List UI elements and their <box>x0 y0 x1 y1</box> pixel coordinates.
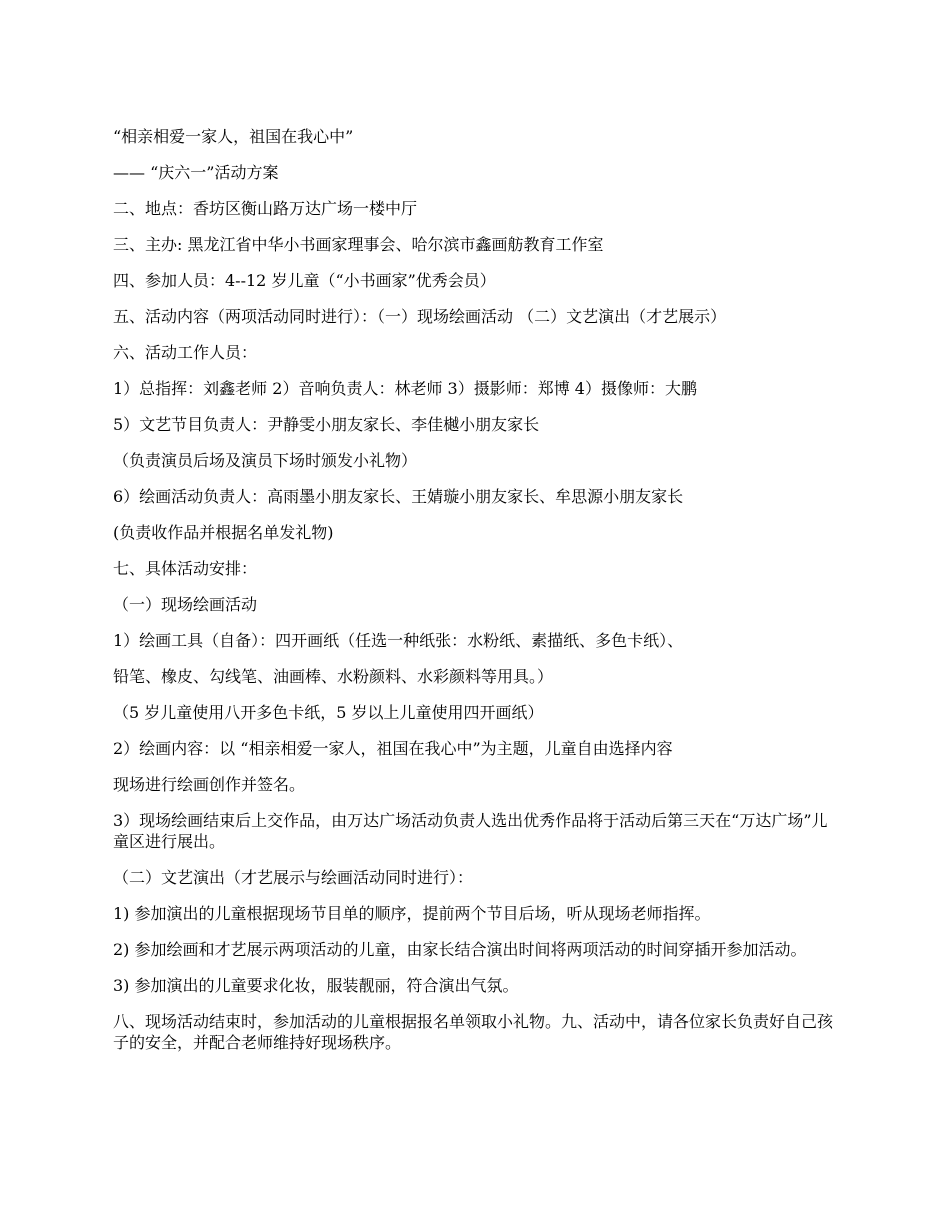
performance-rule-2: 2) 参加绘画和才艺展示两项活动的儿童，由家长结合演出时间将两项活动的时间穿插开参加活动。 <box>113 940 807 959</box>
painting-heading: （一）现场绘画活动 <box>113 595 258 614</box>
performance-rule-3: 3) 参加演出的儿童要求化妆，服装靓丽，符合演出气氛。 <box>113 976 519 995</box>
painting-submission: 3）现场绘画结束后上交作品，由万达广场活动负责人选出优秀作品将于活动后第三天在“万达广场”儿童区进行展出。 <box>113 811 828 851</box>
performance-heading: （二）文艺演出（才艺展示与绘画活动同时进行）： <box>113 868 474 887</box>
section-location: 二、地点：香坊区衡山路万达广场一楼中厅 <box>113 199 418 218</box>
section-participants: 四、参加人员：4--12 岁儿童（“小书画家”优秀会员） <box>113 271 496 290</box>
staff-note-artworks: (负责收作品并根据名单发礼物) <box>113 523 334 542</box>
painting-theme: 2）绘画内容：以 “相亲相爱一家人，祖国在我心中”为主题，儿童自由选择内容 <box>113 739 673 758</box>
staff-line-6: 6）绘画活动负责人：高雨墨小朋友家长、王婧璇小朋友家长、牟思源小朋友家长 <box>113 487 684 506</box>
staff-note-performers: （负责演员后场及演员下场时颁发小礼物） <box>113 451 418 470</box>
doc-subtitle: —— “庆六一”活动方案 <box>113 163 279 182</box>
painting-paper-note: （5 岁儿童使用八开多色卡纸，5 岁以上儿童使用四开画纸） <box>113 703 544 722</box>
painting-tools-cont: 铅笔、橡皮、勾线笔、油画棒、水粉颜料、水彩颜料等用具。） <box>113 667 554 686</box>
painting-tools: 1）绘画工具（自备）：四开画纸（任选一种纸张：水粉纸、素描纸、多色卡纸）、 <box>113 631 684 650</box>
performance-rule-1: 1) 参加演出的儿童根据现场节目单的顺序，提前两个节目后场，听从现场老师指挥。 <box>113 904 711 923</box>
section-schedule-heading: 七、具体活动安排： <box>113 559 258 578</box>
closing-notes: 八、现场活动结束时，参加活动的儿童根据报名单领取小礼物。九、活动中，请各位家长负责好自己孩子的安全，并配合老师维持好现场秩序。 <box>113 1012 834 1052</box>
section-activity-content: 五、活动内容（两项活动同时进行）：（一）现场绘画活动 （二）文艺演出（才艺展示） <box>113 307 727 326</box>
doc-title: “相亲相爱一家人，祖国在我心中” <box>113 127 354 146</box>
section-staff-heading: 六、活动工作人员： <box>113 343 258 362</box>
staff-line-1: 1）总指挥：刘鑫老师 2）音响负责人：林老师 3）摄影师：郑博 4）摄像师：大鹏 <box>113 379 697 398</box>
staff-line-5: 5）文艺节目负责人：尹静雯小朋友家长、李佳樾小朋友家长 <box>113 415 540 434</box>
document-body <box>113 126 843 1068</box>
painting-theme-cont: 现场进行绘画创作并签名。 <box>113 775 306 794</box>
section-organizer: 三、主办: 黑龙江省中华小书画家理事会、哈尔滨市鑫画舫教育工作室 <box>113 235 604 254</box>
